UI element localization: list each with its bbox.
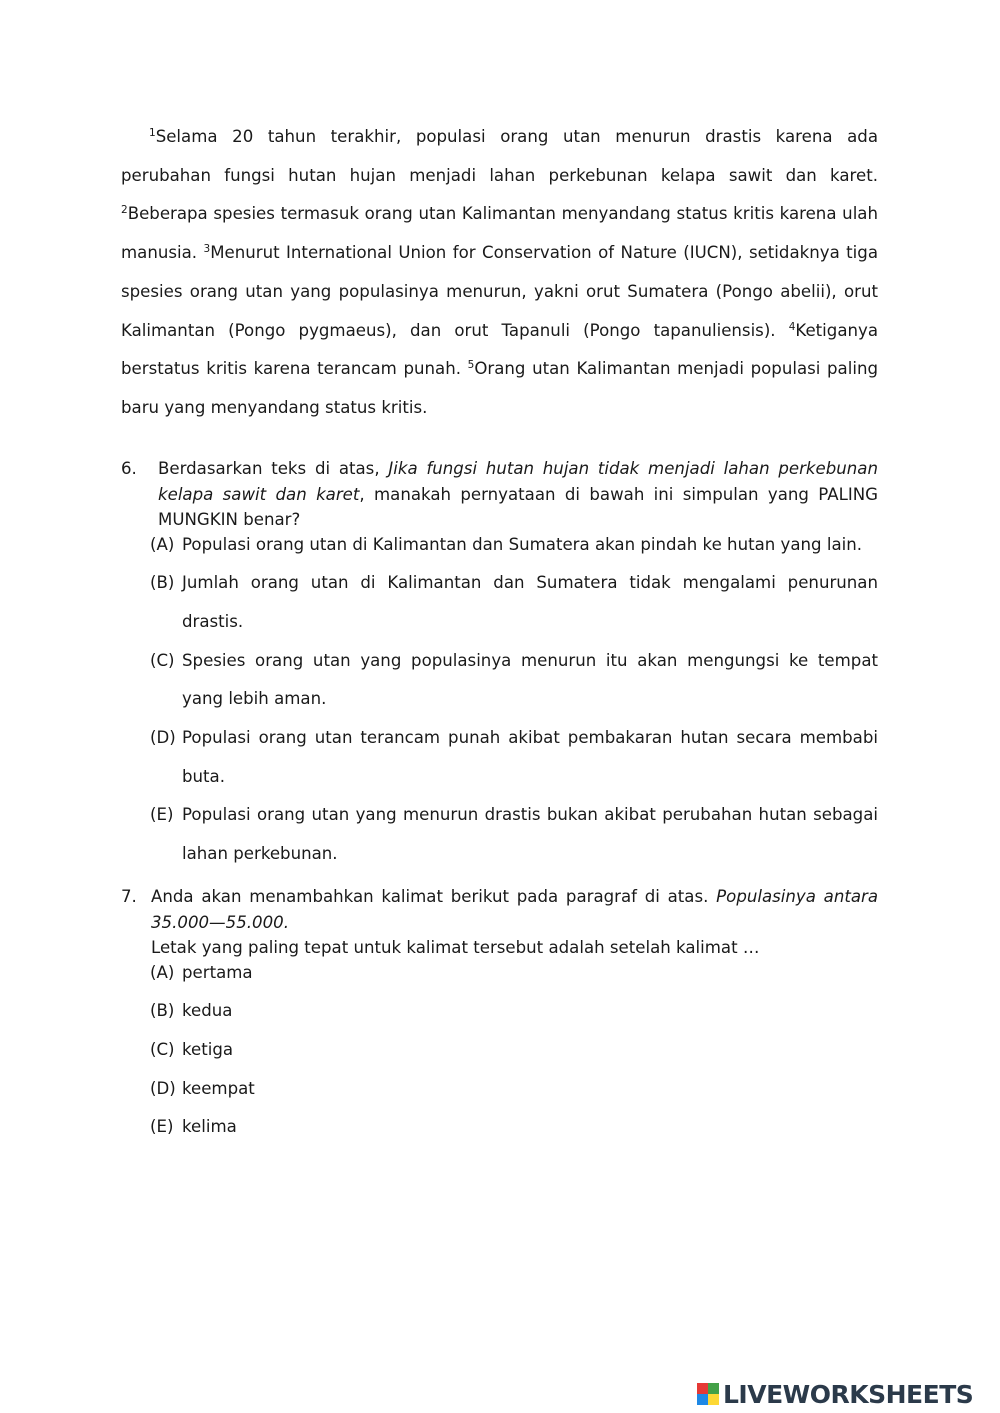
option-label: (D) [150, 728, 176, 748]
sentence-2: Beberapa spesies termasuk orang utan Kalimantan menyandang status kritis karena ulah manusia. [121, 204, 878, 263]
option-text: pertama [182, 962, 253, 982]
option-a[interactable] [121, 954, 878, 993]
inserted-sentence: Populasinya antara 35.000—55.000. [151, 887, 879, 932]
option-label: (E) [150, 805, 174, 825]
option-d[interactable] [121, 719, 878, 796]
question-condition: Jika fungsi hutan hujan tidak menjadi lahan perkebunan kelapa sawit dan karet [158, 459, 878, 504]
question-7 [121, 884, 878, 1147]
option-a[interactable] [121, 526, 878, 565]
question-6 [121, 456, 878, 874]
question-6-stem [121, 456, 878, 533]
sentence-number: 2 [121, 204, 128, 217]
question-number: 6. [121, 459, 137, 478]
option-label: (C) [150, 650, 175, 670]
reading-passage [121, 118, 878, 428]
question-prompt: , manakah pernyataan di bawah ini simpulan yang PALING MUNGKIN benar? [158, 484, 878, 529]
option-label: (A) [150, 962, 175, 982]
option-c[interactable] [121, 1031, 878, 1070]
sentence-number: 4 [788, 320, 796, 333]
option-label: (A) [150, 534, 175, 554]
liveworksheets-logo [697, 1378, 973, 1410]
sentence-number: 1 [149, 127, 156, 139]
option-label: (B) [150, 573, 175, 593]
option-label: (E) [150, 1117, 174, 1137]
option-e[interactable] [121, 1108, 878, 1147]
question-intro: Anda akan menambahkan kalimat berikut pada paragraf di atas. [151, 887, 717, 906]
sentence-1: Selama 20 tahun terakhir, populasi orang utan menurun drastis karena ada perubahan fungsi hutan hujan menjadi lahan perkebunan kelapa sawit dan karet. [121, 127, 878, 185]
option-text: Populasi orang utan terancam punah akibat pembakaran hutan secara membabi buta. [182, 728, 878, 786]
logo-text: LIVEWORKSHEETS [723, 1379, 974, 1409]
option-text: ketiga [182, 1039, 234, 1059]
option-label: (B) [150, 1001, 175, 1021]
question-7-options [121, 954, 878, 1148]
question-prompt: Letak yang paling tepat untuk kalimat tersebut adalah setelah kalimat … [151, 938, 760, 957]
option-text: Jumlah orang utan di Kalimantan dan Sumatera tidak mengalami penurunan drastis. [182, 573, 878, 631]
option-text: Spesies orang utan yang populasinya menurun itu akan mengungsi ke tempat yang lebih aman. [182, 650, 878, 709]
sentence-number: 5 [467, 359, 475, 372]
option-text: Populasi orang utan di Kalimantan dan Sumatera akan pindah ke hutan yang lain. [182, 534, 863, 554]
option-text: kelima [182, 1117, 237, 1137]
sentence-number: 3 [203, 243, 211, 256]
option-c[interactable] [121, 642, 878, 719]
question-intro: Berdasarkan teks di atas, [158, 459, 389, 478]
option-label: (C) [150, 1039, 175, 1059]
question-6-options [121, 526, 878, 874]
option-text: keempat [182, 1078, 255, 1098]
option-d[interactable] [121, 1070, 878, 1109]
liveworksheets-logo-icon [697, 1383, 719, 1405]
option-e[interactable] [121, 796, 878, 873]
question-7-stem [121, 884, 878, 961]
option-text: Populasi orang utan yang menurun drastis bukan akibat perubahan hutan sebagai lahan perkebunan. [182, 805, 878, 864]
option-label: (D) [150, 1078, 176, 1098]
sentence-5: Orang utan Kalimantan menjadi populasi paling baru yang menyandang status kritis. [121, 359, 879, 417]
option-b[interactable] [121, 564, 878, 641]
sentence-4: Ketiganya berstatus kritis karena terancam punah. [121, 320, 878, 379]
option-text: kedua [182, 1001, 233, 1021]
question-number: 7. [121, 887, 137, 906]
sentence-3: Menurut International Union for Conservation of Nature (IUCN), setidaknya tiga spesies orang utan yang populasinya menurun, yakni orut Sumatera (Pongo abelii), orut Kalimantan (Pongo pygmaeus), dan orut Tapanuli (Pongo tapanuliensis). [121, 243, 878, 340]
option-b[interactable] [121, 992, 878, 1031]
